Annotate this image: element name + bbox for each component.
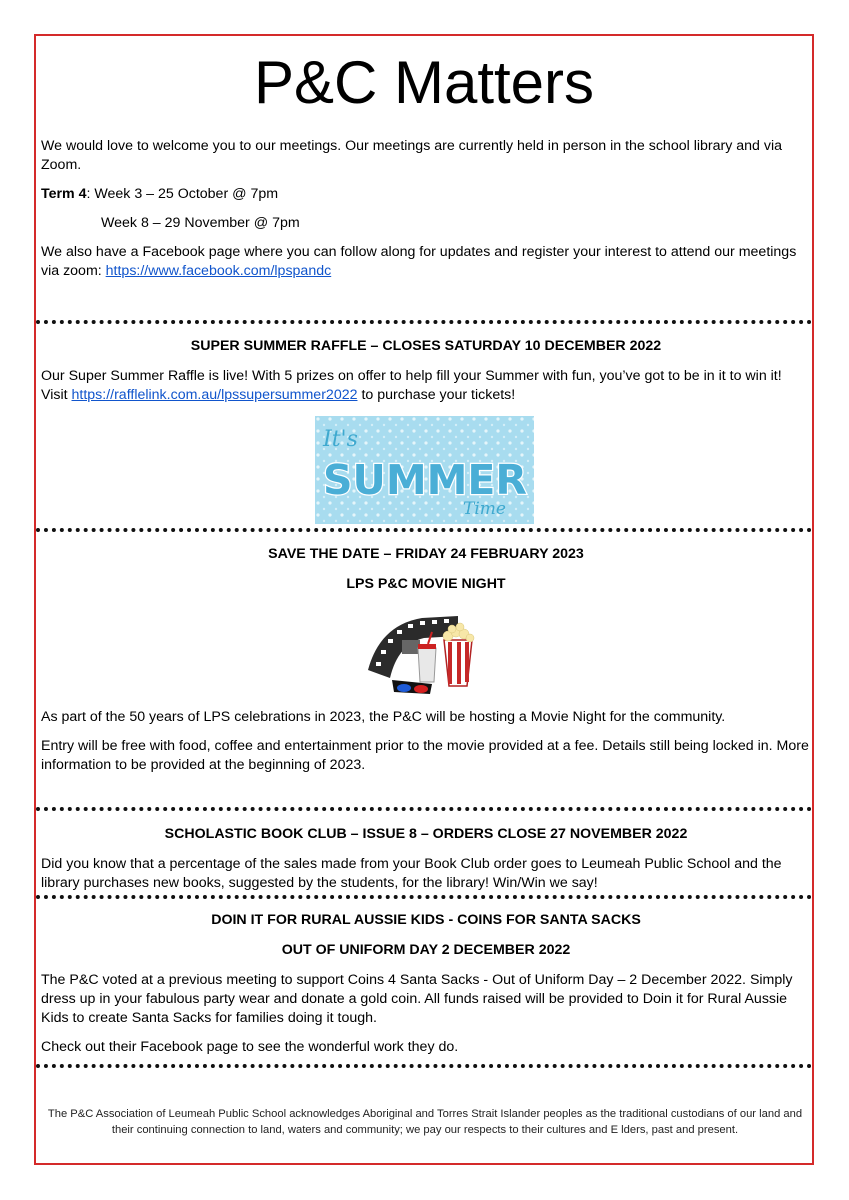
raffle-link[interactable]: https://rafflelink.com.au/lpssupersummer2022 — [71, 387, 358, 403]
movie-heading-title: LPS P&C MOVIE NIGHT — [346, 576, 506, 592]
raffle-paragraph — [41, 367, 811, 405]
raffle-section — [41, 337, 811, 405]
santa-paragraph-2: Check out their Facebook page to see the wonderful work they do. — [41, 1039, 459, 1055]
summer-image-main-text: SUMMER — [323, 456, 527, 504]
meetings-section — [41, 137, 811, 281]
bookclub-text: Did you know that a percentage of the sales made from your Book Club order goes to Leumeah Public School and the library purchases new books, suggested by the students, for the library! Win/Win we say! — [41, 856, 782, 891]
raffle-text: Our Super Summer Raffle is live! With 5 prizes on offer to help fill your Summer with fun, you’ve got to be in it to win it! Visit — [41, 368, 782, 403]
facebook-text: We also have a Facebook page where you can follow along for updates and register your interest to attend our meetings via zoom: — [41, 244, 797, 279]
movie-section — [41, 545, 811, 594]
summer-image — [315, 416, 534, 524]
movie-body — [41, 708, 811, 775]
movie-paragraph-2: Entry will be free with food, coffee and entertainment prior to the movie provided at a fee. Details still being locked in. More information to be provided at the beginning of 2023. — [41, 738, 809, 773]
santa-section — [41, 911, 811, 1057]
acknowledgement-footer: The P&C Association of Leumeah Public School acknowledges Aboriginal and Torres Strait Islander peoples as the traditional custodians of our land and their continuing connection to land, waters and community; we pay our respects to their cultures and E lders, past and present. — [47, 1108, 803, 1136]
section-divider — [36, 807, 812, 811]
bookclub-section — [41, 825, 811, 893]
facebook-paragraph — [41, 243, 811, 281]
page-title: P&C Matters — [253, 49, 595, 116]
santa-heading-1: DOIN IT FOR RURAL AUSSIE KIDS - COINS FOR SANTA SACKS — [211, 912, 641, 928]
term-label: Term 4 — [41, 186, 87, 202]
meetings-intro: We would love to welcome you to our meetings. Our meetings are currently held in person in the school library and via Zoom. — [41, 138, 783, 173]
santa-heading-2: OUT OF UNIFORM DAY 2 DECEMBER 2022 — [281, 942, 571, 958]
movie-night-image — [362, 600, 484, 698]
term-line-1 — [41, 185, 811, 204]
term-week3: : Week 3 – 25 October @ 7pm — [86, 186, 279, 202]
section-divider — [36, 528, 812, 532]
section-divider — [36, 1064, 812, 1068]
movie-paragraph-1: As part of the 50 years of LPS celebrations in 2023, the P&C will be hosting a Movie Night for the community. — [41, 709, 726, 725]
raffle-heading: SUPER SUMMER RAFFLE – CLOSES SATURDAY 10 DECEMBER 2022 — [190, 338, 662, 354]
section-divider — [36, 895, 812, 899]
term-week8: Week 8 – 29 November @ 7pm — [101, 215, 300, 231]
summer-image-bottom-text: Time — [463, 499, 506, 519]
bookclub-heading: SCHOLASTIC BOOK CLUB – ISSUE 8 – ORDERS CLOSE 27 NOVEMBER 2022 — [164, 826, 688, 842]
movie-heading-date: SAVE THE DATE – FRIDAY 24 FEBRUARY 2023 — [268, 546, 584, 562]
section-divider — [36, 320, 812, 324]
summer-image-top-text: It's — [323, 427, 358, 452]
raffle-text-after: to purchase your tickets! — [357, 387, 516, 403]
facebook-link[interactable]: https://www.facebook.com/lpspandc — [105, 263, 332, 279]
santa-paragraph-1: The P&C voted at a previous meeting to support Coins 4 Santa Sacks - Out of Uniform Day – 2 December 2022. Simply dress up in your fabulous party wear and donate a gold coin. All funds raised will be provided to Doin it for Rural Aussie Kids to create Santa Sacks for families doing it tough. — [41, 972, 793, 1026]
